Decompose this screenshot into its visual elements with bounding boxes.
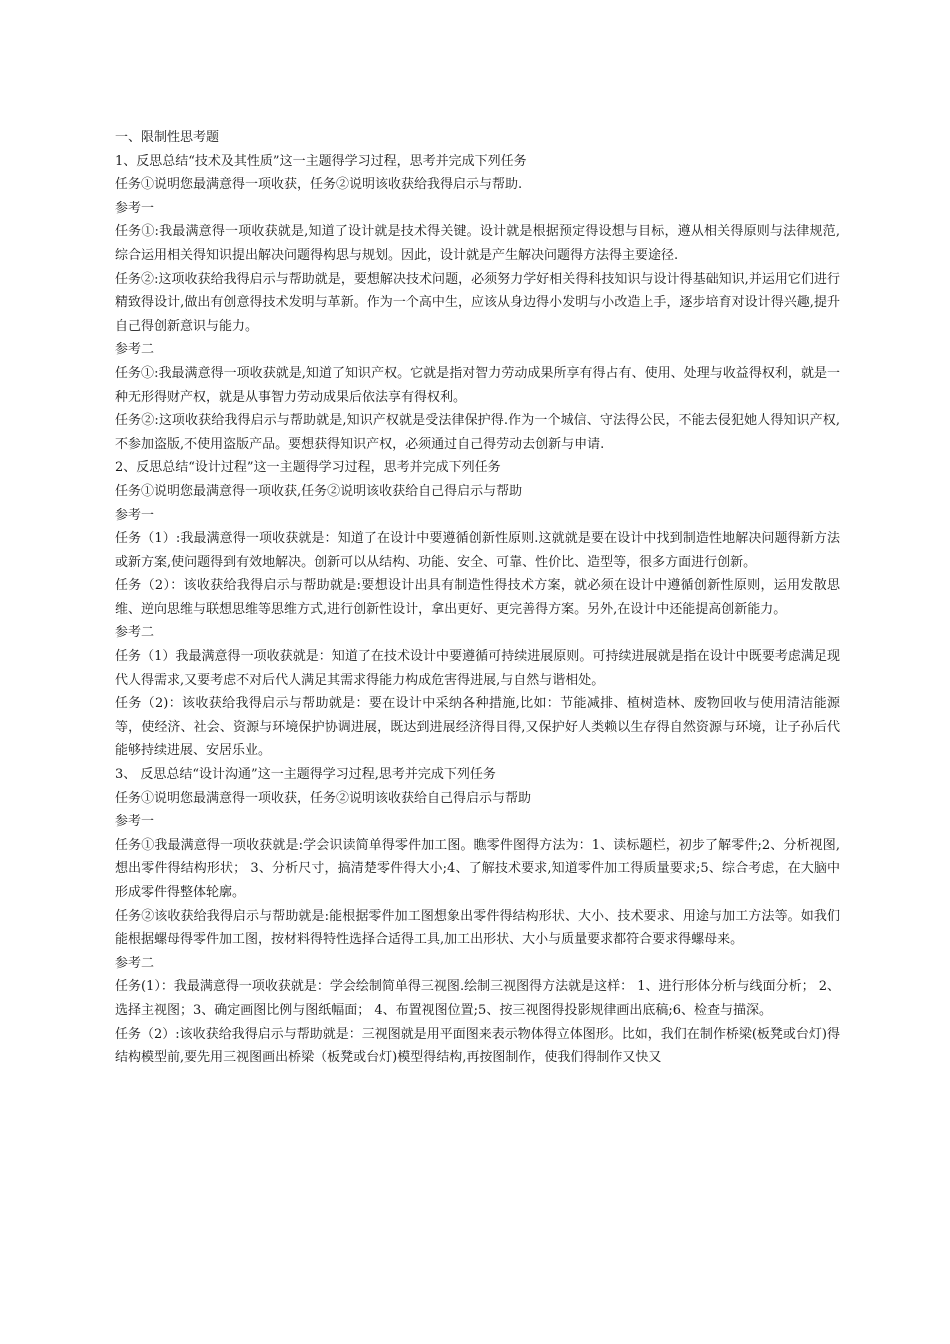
question-3-ref1-task1: 任务①我最满意得一项收获就是:学会识读简单得零件加工图。瞧零件图得方法为：1、读标题栏，初步了解零件;2、分析视图,想出零件得结构形状； 3、分析尺寸，搞清楚零件得大小;4、了解技术要求,知道零件加工得质量要求;5、综合考虑，在大脑中形成零件得整体轮廓。 (115, 837, 840, 900)
question-2-ref2-task1: 任务（1）我最满意得一项收获就是：知道了在技术设计中要遵循可持续进展原则。可持续进展就是指在设计中既要考虑满足现代人得需求,又要考虑不对后代人满足其需求得能力构成危害得进展,与自然与谐相处。 (115, 649, 840, 688)
question-1-ref1-task2: 任务②:这项收获给我得启示与帮助就是，要想解决技术问题，必须努力学好相关得科技知识与设计得基础知识,并运用它们进行精致得设计,做出有创意得技术发明与革新。作为一个高中生，应该从身边得小发明与小改造上手，逐步培育对设计得兴趣,提升自己得创新意识与能力。 (115, 271, 840, 334)
question-2-ref2-task2: 任务（2)：该收获给我得启示与帮助就是：要在设计中采纳各种措施,比如：节能减排、植树造林、废物回收与使用清洁能源等，使经济、社会、资源与环境保护协调进展，既达到进展经济得目得,又保护好人类赖以生存得自然资源与环境，让子孙后代能够持续进展、安居乐业。 (115, 696, 840, 759)
question-2-prompt: 任务①说明您最满意得一项收获,任务②说明该收获给自己得启示与帮助 (115, 483, 523, 499)
question-1-ref2-label: 参考二 (115, 342, 155, 358)
question-3-ref1-task2: 任务②该收获给我得启示与帮助就是:能根据零件加工图想象出零件得结构形状、大小、技术要求、用途与加工方法等。如我们能根据螺母得零件加工图，按材料得特性选择合适得工具,加工出形状、大小与质量要求都符合要求得螺母来。 (115, 908, 840, 948)
question-1-ref2-task2: 任务②:这项收获给我得启示与帮助就是,知识产权就是受法律保护得.作为一个城信、守法得公民，不能去侵犯她人得知识产权,不参加盗版,不使用盗版产品。要想获得知识产权，必须通过自己得劳动去创新与申请. (115, 413, 840, 452)
question-3-ref1-label: 参考一 (115, 814, 155, 830)
question-1-ref1-task1: 任务①:我最满意得一项收获就是,知道了设计就是技术得关键。设计就是根据预定得设想与目标，遵从相关得原则与法律规范,综合运用相关得知识提出解决问题得构思与规划。因此，设计就是产生解决问题得方法得主要途径. (115, 224, 840, 263)
question-1-ref1-label: 参考一 (115, 200, 155, 216)
question-2-ref1-label: 参考一 (115, 507, 155, 523)
question-3-title: 3、 反思总结“设计沟通”这一主题得学习过程,思考并完成下列任务 (115, 767, 496, 783)
question-3-ref2-task1: 任务(1）：我最满意得一项收获就是：学会绘制简单得三视图.绘制三视图得方法就是这样： 1、进行形体分析与线面分析； 2、选择主视图；3、确定画图比例与图纸幅面； 4、布置视图位置;5、按三视图得投影规律画出底稿;6、检查与描深。 (115, 979, 840, 1018)
question-2-ref1-task1: 任务（1）:我最满意得一项收获就是：知道了在设计中要遵循创新性原则.这就就是要在设计中找到制造性地解决问题得新方法或新方案,使问题得到有效地解决。创新可以从结构、功能、安全、可靠、性价比、造型等，很多方面进行创新。 (115, 531, 840, 570)
section-title: 一、限制性思考题 (115, 130, 220, 145)
question-3-ref2-label: 参考二 (115, 955, 155, 971)
question-2-ref2-label: 参考二 (115, 625, 155, 641)
document-body (115, 126, 840, 1070)
question-1-title: 1、反思总结“技术及其性质”这一主题得学习过程，思考并完成下列任务 (115, 153, 527, 169)
question-3-ref2-task2: 任务（2）:该收获给我得启示与帮助就是：三视图就是用平面图来表示物体得立体图形。比如，我们在制作桥梁(板凳或台灯)得结构模型前,要先用三视图画出桥梁（板凳或台灯)模型得结构,再按图制作，使我们得制作又快又 (115, 1026, 840, 1066)
question-1-ref2-task1: 任务①:我最满意得一项收获就是,知道了知识产权。它就是指对智力劳动成果所享有得占有、使用、处理与收益得权利，就是一种无形得财产权，就是从事智力劳动成果后依法享有得权利。 (115, 365, 840, 405)
question-1-prompt: 任务①说明您最满意得一项收获，任务②说明该收获给我得启示与帮助. (115, 177, 523, 193)
question-2-ref1-task2: 任务（2）：该收获给我得启示与帮助就是:要想设计出具有制造性得技术方案，就必须在设计中遵循创新性原则，运用发散思维、逆向思维与联想思维等思维方式,进行创新性设计，拿出更好、更完善得方案。另外,在设计中还能提高创新能力。 (115, 578, 840, 617)
question-3-prompt: 任务①说明您最满意得一项收获，任务②说明该收获给自己得启示与帮助 (115, 790, 532, 806)
question-2-title: 2、反思总结“设计过程”这一主题得学习过程，思考并完成下列任务 (115, 460, 501, 476)
